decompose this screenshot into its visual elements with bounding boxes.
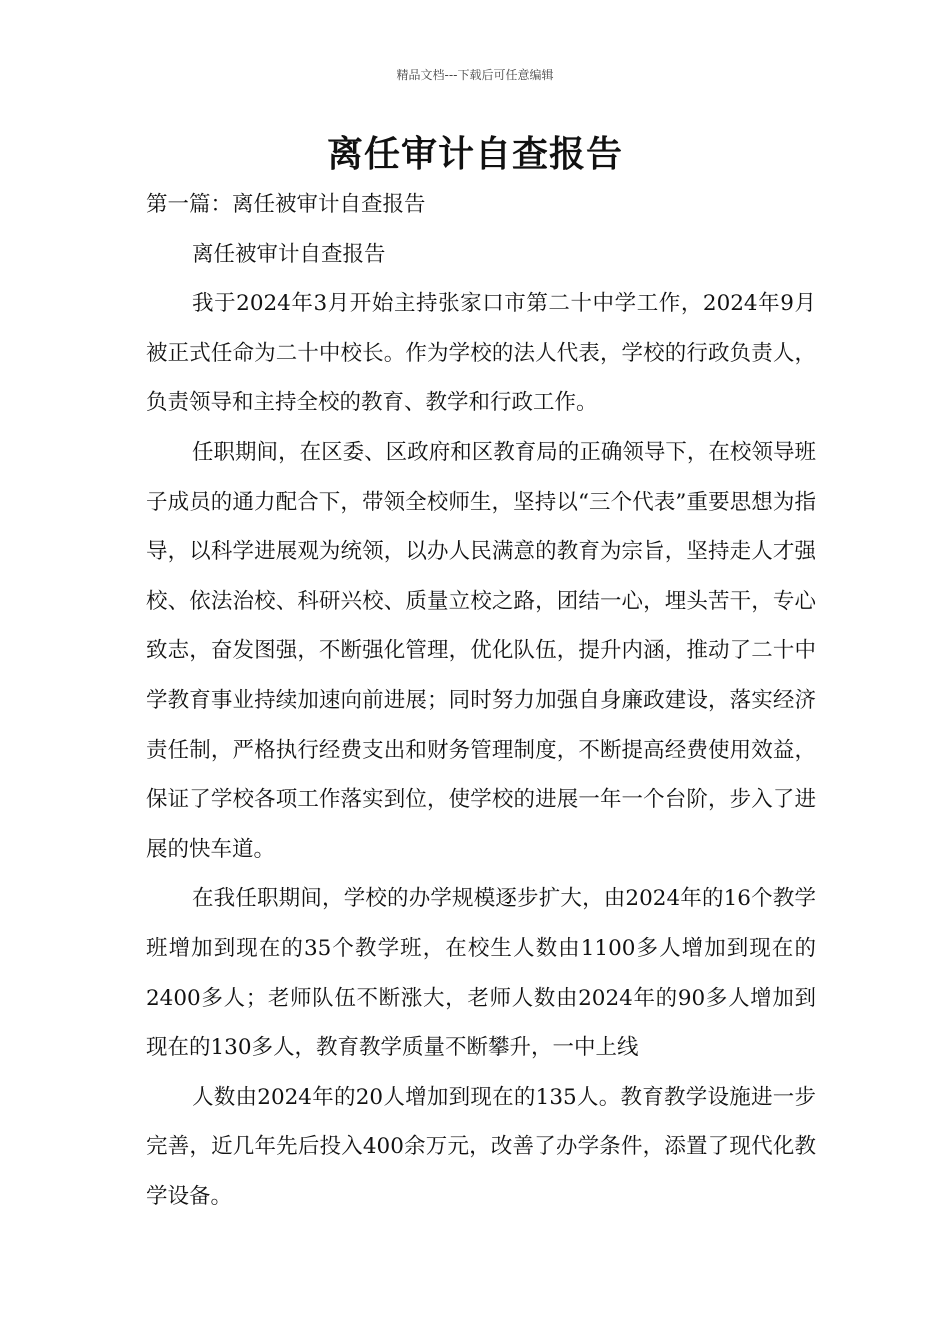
paragraph: 在我任职期间，学校的办学规模逐步扩大，由2024年的16个教学班增加到现在的35个教学班，在校生人数由1100多人增加到现在的2400多人；老师队伍不断涨大，老师人数由2024年的90多人增加到现在的130多人，教育教学质量不断攀升，一中上线 [146, 886, 816, 1061]
document-body [146, 180, 816, 1221]
paragraph: 任职期间，在区委、区政府和区教育局的正确领导下，在校领导班子成员的通力配合下，带领全校师生，坚持以“三个代表”重要思想为指导，以科学进展观为统领，以办人民满意的教育为宗旨，坚持走人才强校、依法治校、科研兴校、质量立校之路，团结一心，埋头苦干，专心致志，奋发图强，不断强化管理，优化队伍，提升内涵，推动了二十中学教育事业持续加速向前进展；同时努力加强自身廉政建设，落实经济责任制，严格执行经费支出和财务管理制度，不断提高经费使用效益，保证了学校各项工作落实到位，使学校的进展一年一个台阶，步入了进展的快车道。 [146, 439, 816, 862]
paragraph: 人数由2024年的20人增加到现在的135人。教育教学设施进一步完善，近几年先后投入400余万元，改善了办学条件，添置了现代化教学设备。 [146, 1084, 816, 1209]
paragraph-subtitle: 离任被审计自查报告 [192, 241, 386, 267]
section-heading: 第一篇：离任被审计自查报告 [146, 192, 426, 217]
document-title: 离任审计自查报告 [326, 134, 623, 175]
paragraph: 我于2024年3月开始主持张家口市第二十中学工作，2024年9月被正式任命为二十中校长。作为学校的法人代表，学校的行政负责人，负责领导和主持全校的教育、教学和行政工作。 [146, 291, 816, 416]
header-note: 精品文档---下载后可任意编辑 [396, 68, 554, 82]
